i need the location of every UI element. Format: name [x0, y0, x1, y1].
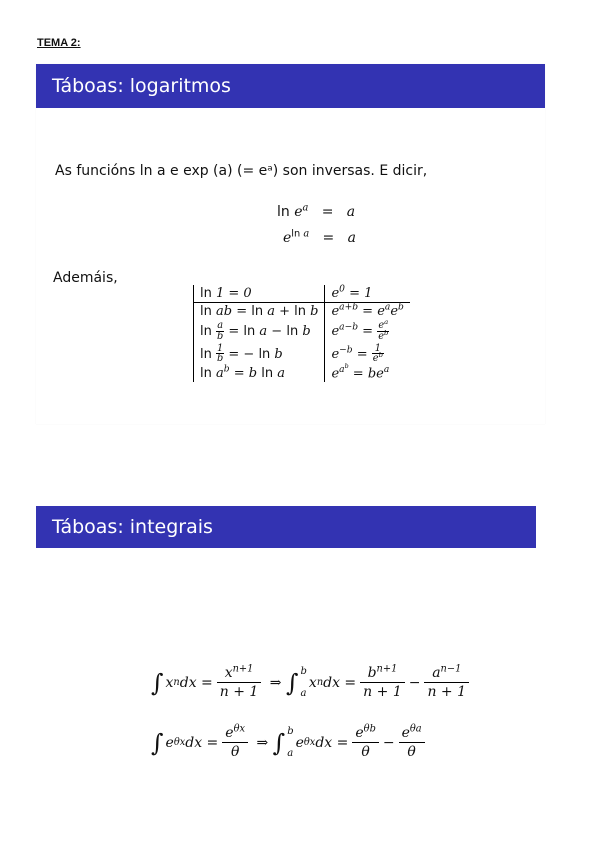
slide-title: Táboas: logaritmos	[36, 64, 545, 108]
integral-sign: ∫	[272, 728, 286, 757]
slide-logarithms	[36, 64, 545, 424]
log-exp-table	[193, 285, 410, 382]
integral-exponential-rule: ∫ e θx dx = $\frac{e^{\theta x}}{\theta}$ ⇒ ∫ b a e θx dx = $\frac{e^{\theta b}}{\theta}$ − $\frac{e^{\theta a}}{\theta}$	[151, 724, 429, 761]
table-cell: $e^{a^b} = be^a$	[331, 362, 390, 382]
table-cell: $e^{a-b}$ = $\frac{e^a}{e^b}$	[331, 317, 389, 342]
table-cell: $\ln a^b = b$ ln a	[194, 365, 325, 382]
integral-sign: ∫	[285, 668, 299, 697]
table-row	[194, 285, 410, 303]
equation-exp-ln: $e^{ln a} = a$	[283, 228, 356, 246]
table-cell: ln 1 = 0	[194, 285, 325, 303]
slide-title: Táboas: integrais	[36, 506, 536, 548]
integral-sign: ∫	[151, 728, 164, 757]
table-row	[194, 365, 410, 382]
intro-text	[55, 163, 427, 179]
table-cell: ln $\frac{1}{b}$ = − ln b	[194, 343, 325, 366]
table-row	[194, 343, 410, 366]
table-cell: ln $\frac{a}{b}$ = ln a − ln b	[194, 320, 325, 343]
integral-sign: ∫	[151, 668, 164, 697]
equation-ln-exp: $\ln e^a = a$	[277, 202, 356, 220]
table-row	[194, 320, 410, 343]
tema-label: TEMA 2:	[37, 37, 81, 49]
table-cell: ln ab = ln a + ln b	[194, 303, 325, 321]
ademais-text: Ademáis,	[53, 270, 118, 286]
slide-integrals	[36, 506, 536, 806]
table-row	[194, 303, 410, 321]
intro-text-content: As funcións ln a e exp (a) (= eᵃ) son inversas. E dicir,	[55, 163, 428, 179]
table-cell: $e^{-b}$ = $\frac{1}{e^b}$	[331, 342, 383, 365]
integral-power-rule: ∫ x n dx = $\frac{x^{n+1}}{n + 1}$ ⇒ ∫ b a x n dx = $\frac{b^{n+1}}{n + 1}$ − $\frac{a^{n-1}}{n + 1}$	[151, 664, 473, 701]
table-cell: $e^{a+b} = e^ae^b$	[331, 302, 404, 319]
table-cell: $e^0 = 1$	[325, 285, 410, 303]
